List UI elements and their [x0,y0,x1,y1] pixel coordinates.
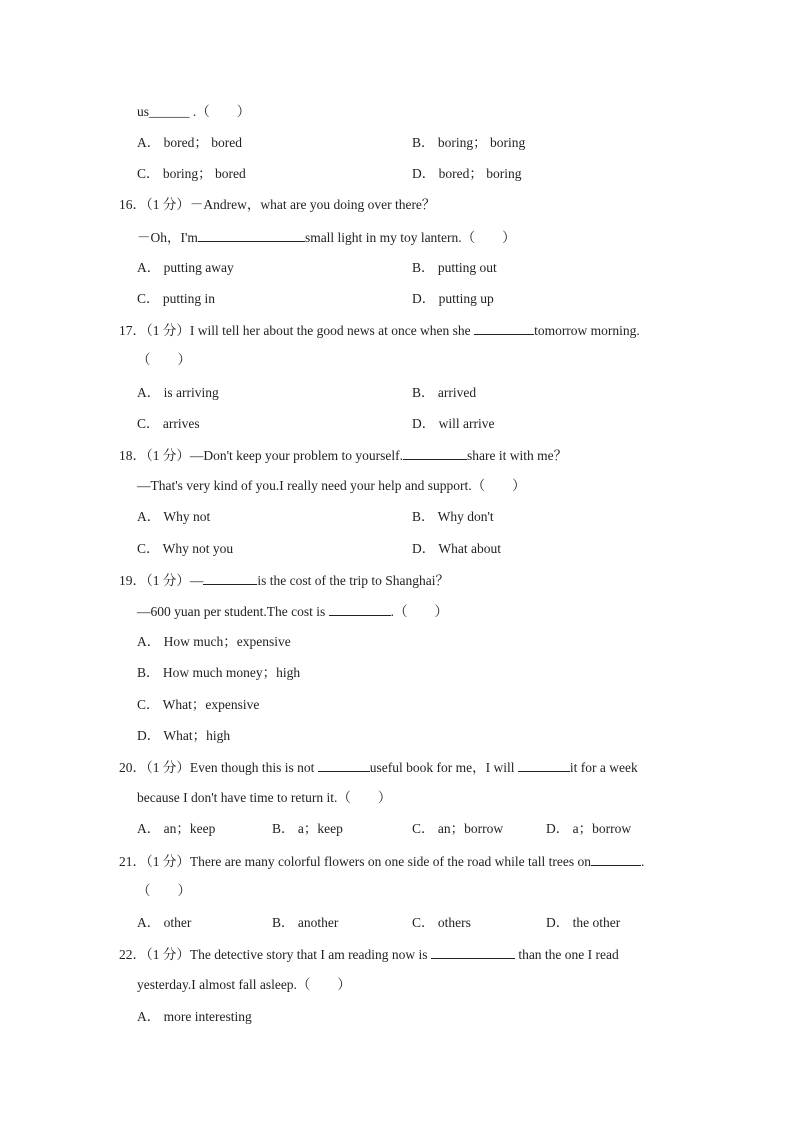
q17-option-b[interactable]: B． arrived [412,385,477,400]
q16-option-d[interactable]: D． putting up [412,291,494,306]
q22-option-a[interactable]: A． more interesting [137,1009,252,1024]
q19-option-c[interactable]: C． What；expensive [137,697,260,712]
q22-blank[interactable] [431,945,515,959]
q19-blank-1[interactable] [203,571,257,585]
q16-option-c[interactable]: C． putting in [137,291,216,306]
q20-stem-end: it for a week [569,760,638,775]
q19-line2-text: —600 yuan per student.The cost is [137,604,326,619]
q21-blank[interactable] [591,852,641,866]
q19-option-b[interactable]: B． How much money；high [137,665,301,680]
q18-stem-line2: —That's very kind of you.I really need your help and support.（ ） [137,478,526,493]
q16-option-a[interactable]: A． putting away [137,260,234,275]
q18-option-c[interactable]: C． Why not you [137,541,234,556]
q19-line2-end: .（ ） [390,604,448,619]
q20-option-b[interactable]: B． a；keep [272,821,343,836]
q21-option-d[interactable]: D． the other [546,915,621,930]
q21-stem-text: 21．（1 分）There are many colorful flowers on one side of the road while tall trees on [119,854,591,869]
q18-blank[interactable] [403,446,467,460]
q20-stem-line2: because I don't have time to return it.（ ） [137,790,392,805]
q20-blank-1[interactable] [318,758,370,772]
q16-line2-text: －Oh，I'm [137,230,198,245]
q16-option-b[interactable]: B． putting out [412,260,497,275]
q16-blank[interactable] [198,228,305,242]
q20-stem [119,758,638,777]
q17-blank[interactable] [474,321,534,335]
q17-option-c[interactable]: C． arrives [137,416,200,431]
q19-blank-2[interactable] [329,602,391,616]
q19-stem-end: is the cost of the trip to Shanghai？ [257,573,449,588]
q21-paren: （ ） [137,883,191,898]
q17-option-d[interactable]: D． will arrive [412,416,495,431]
q18-option-d[interactable]: D． What about [412,541,501,556]
q17-option-a[interactable]: A． is arriving [137,385,219,400]
q15-option-c[interactable]: C． boring； bored [137,166,246,181]
q22-stem-end: than the one I read [518,947,619,962]
q15-option-b[interactable]: B． boring； boring [412,135,526,150]
q18-option-b[interactable]: B． Why don't [412,509,494,524]
q16-line2-end: small light in my toy lantern.（ ） [304,230,516,245]
q20-blank-2[interactable] [518,758,570,772]
q17-stem-text: 17．（1 分）I will tell her about the good news at once when she [119,323,471,338]
q21-option-c[interactable]: C． others [412,915,471,930]
q20-stem-mid: useful book for me，I will [369,760,515,775]
q16-stem-line2 [137,228,516,247]
q22-stem-line2: yesterday.I almost fall asleep.（ ） [137,977,351,992]
q21-option-b[interactable]: B． another [272,915,339,930]
q15-option-a[interactable]: A． bored； bored [137,135,242,150]
q16-stem: 16．（1 分）－Andrew，what are you doing over there？ [119,197,436,212]
q17-stem-end: tomorrow morning. [534,323,640,338]
q22-stem [119,945,619,964]
q19-option-d[interactable]: D． What；high [137,728,231,743]
q18-option-a[interactable]: A． Why not [137,509,211,524]
q17-paren: （ ） [137,352,191,367]
q15-stem-end: us______ .（ ） [137,104,251,119]
q20-option-c[interactable]: C． an；borrow [412,821,504,836]
q18-stem-end: share it with me？ [467,448,568,463]
q19-stem-line2 [137,602,448,621]
q18-stem-text: 18．（1 分）—Don't keep your problem to yourself. [119,448,404,463]
q21-option-a[interactable]: A． other [137,915,192,930]
q21-stem-end: . [640,854,645,869]
q17-stem [119,321,640,340]
q19-stem [119,571,449,590]
q22-stem-text: 22．（1 分）The detective story that I am reading now is [119,947,428,962]
q19-option-a[interactable]: A． How much；expensive [137,634,291,649]
q20-option-a[interactable]: A． an；keep [137,821,216,836]
q19-stem-text: 19．（1 分）— [119,573,204,588]
q21-stem [119,852,644,871]
q18-stem [119,446,567,465]
q20-option-d[interactable]: D． a；borrow [546,821,632,836]
q15-option-d[interactable]: D． bored； boring [412,166,522,181]
q20-stem-text: 20．（1 分）Even though this is not [119,760,315,775]
